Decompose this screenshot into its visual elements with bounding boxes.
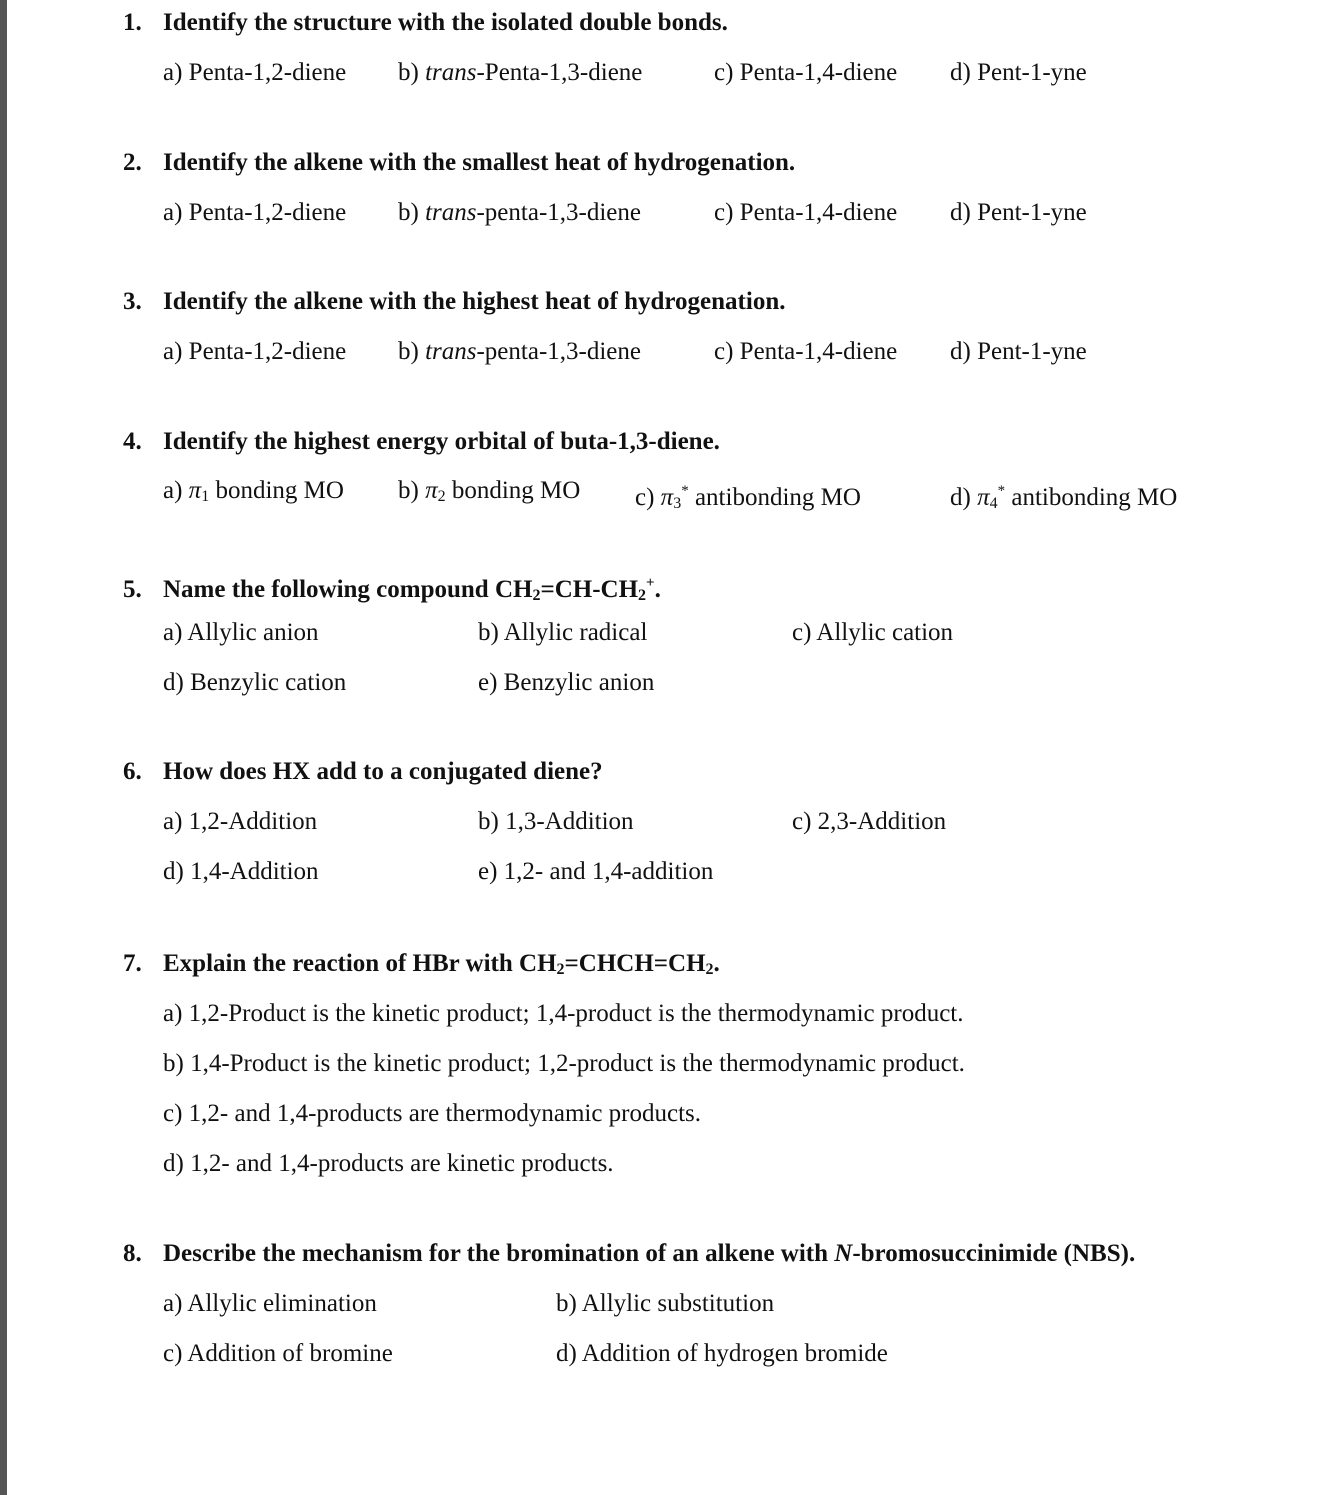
question-number: 5.: [123, 576, 142, 603]
document-page: [7, 0, 1332, 1495]
question-text: Identify the structure with the isolated double bonds.: [163, 9, 728, 36]
question-text: Name the following compound CH2=CH-CH2+.: [163, 575, 661, 604]
q5-option-e: e) Benzylic anion: [478, 669, 655, 696]
q8-option-b: b) Allylic substitution: [556, 1290, 775, 1317]
q6-option-b: b) 1,3-Addition: [478, 808, 634, 835]
question-6: [123, 757, 603, 787]
q8-option-c: c) Addition of bromine: [163, 1340, 393, 1367]
q2-option-b: b) trans-penta-1,3-diene: [398, 199, 641, 226]
question-4: [123, 427, 720, 457]
question-7: [123, 949, 720, 985]
question-text: Identify the highest energy orbital of buta-1,3-diene.: [163, 428, 720, 455]
question-1: [123, 8, 728, 38]
question-number: 8.: [123, 1240, 142, 1267]
q6-option-a: a) 1,2-Addition: [163, 808, 318, 835]
q5-option-a: a) Allylic anion: [163, 619, 319, 646]
question-number: 3.: [123, 288, 142, 315]
q8-option-a: a) Allylic elimination: [163, 1290, 377, 1317]
q2-option-d: d) Pent-1-yne: [950, 199, 1087, 226]
q4-option-c: c) π3* antibonding MO: [635, 483, 861, 512]
q1-option-b: b) trans-Penta-1,3-diene: [398, 59, 643, 86]
pi-symbol: π: [425, 477, 438, 504]
question-text: Explain the reaction of HBr with CH2=CHCH=CH2.: [163, 950, 720, 978]
q6-option-d: d) 1,4-Addition: [163, 858, 319, 885]
q7-option-c: c) 1,2- and 1,4-products are thermodynamic products.: [163, 1100, 702, 1127]
q7-option-b: b) 1,4-Product is the kinetic product; 1,2-product is the thermodynamic product.: [163, 1050, 965, 1077]
q1-option-c: c) Penta-1,4-diene: [714, 59, 898, 86]
question-text: Identify the alkene with the highest heat of hydrogenation.: [163, 288, 786, 315]
q3-option-d: d) Pent-1-yne: [950, 338, 1087, 365]
q7-option-d: d) 1,2- and 1,4-products are kinetic products.: [163, 1150, 614, 1177]
q4-option-b: b) π2 bonding MO: [398, 477, 581, 505]
question-number: 7.: [123, 950, 142, 977]
q1-option-d: d) Pent-1-yne: [950, 59, 1087, 86]
pi-symbol: π: [977, 484, 990, 511]
q7-option-a: a) 1,2-Product is the kinetic product; 1,4-product is the thermodynamic product.: [163, 1000, 964, 1027]
q3-option-b: b) trans-penta-1,3-diene: [398, 338, 641, 365]
q2-option-a: a) Penta-1,2-diene: [163, 199, 347, 226]
question-text: Identify the alkene with the smallest heat of hydrogenation.: [163, 149, 796, 176]
q6-option-c: c) 2,3-Addition: [792, 808, 947, 835]
q3-option-c: c) Penta-1,4-diene: [714, 338, 898, 365]
question-number: 2.: [123, 149, 142, 176]
question-5: [123, 568, 661, 611]
question-number: 6.: [123, 758, 142, 785]
q5-option-b: b) Allylic radical: [478, 619, 648, 646]
q4-option-a: a) π1 bonding MO: [163, 477, 344, 505]
q3-option-a: a) Penta-1,2-diene: [163, 338, 347, 365]
question-8: [123, 1239, 1135, 1269]
q8-option-d: d) Addition of hydrogen bromide: [556, 1340, 888, 1367]
question-number: 4.: [123, 428, 142, 455]
q5-option-d: d) Benzylic cation: [163, 669, 347, 696]
q6-option-e: e) 1,2- and 1,4-addition: [478, 858, 714, 885]
q1-option-a: a) Penta-1,2-diene: [163, 59, 347, 86]
left-edge-bar: [0, 0, 7, 1495]
pi-symbol: π: [188, 477, 202, 504]
question-2: [123, 148, 795, 178]
question-number: 1.: [123, 9, 142, 36]
question-3: [123, 287, 786, 317]
q5-option-c: c) Allylic cation: [792, 619, 954, 646]
q2-option-c: c) Penta-1,4-diene: [714, 199, 898, 226]
q4-option-d: d) π4* antibonding MO: [950, 483, 1178, 512]
question-text: Describe the mechanism for the bromination of an alkene with N-bromosuccinimide (NBS).: [163, 1240, 1136, 1267]
pi-symbol: π: [660, 484, 674, 511]
question-text: How does HX add to a conjugated diene?: [163, 758, 603, 785]
